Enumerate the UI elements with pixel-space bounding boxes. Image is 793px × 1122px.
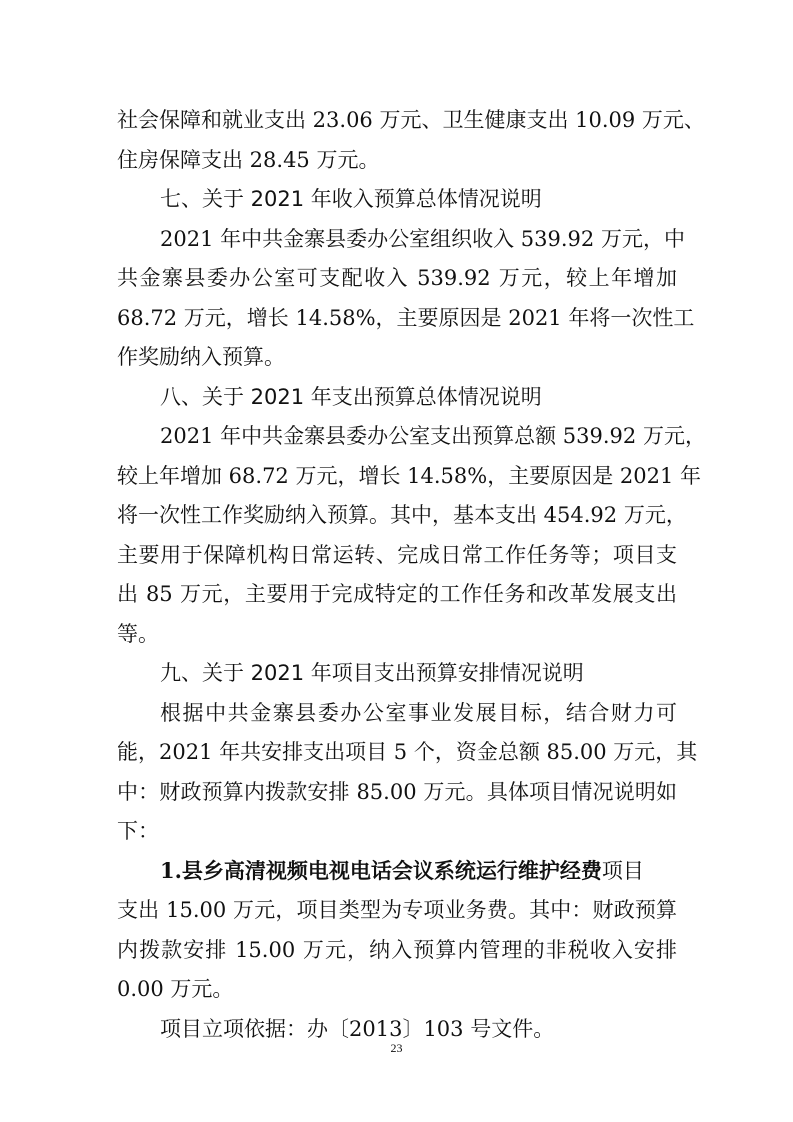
- paragraph-line: 能，2021 年共安排支出项目 5 个，资金总额 85.00 万元，其: [117, 740, 698, 764]
- paragraph-line: 68.72 万元，增长 14.58%，主要原因是 2021 年将一次性工: [117, 306, 695, 330]
- project-title-suffix: 项目: [601, 859, 644, 883]
- paragraph-line: 共金寨县委办公室可支配收入 539.92 万元，较上年增加: [117, 266, 678, 290]
- paragraph-line: 2021 年中共金寨县委办公室支出预算总额 539.92 万元，: [160, 424, 706, 448]
- paragraph-line: 主要用于保障机构日常运转、完成日常工作任务等；项目支: [117, 543, 677, 567]
- paragraph-line: 中：财政预算内拨款安排 85.00 万元。具体项目情况说明如: [117, 780, 677, 804]
- paragraph-line: 等。: [117, 622, 159, 646]
- paragraph-line: 将一次性工作奖励纳入预算。其中，基本支出 454.92 万元，: [117, 503, 687, 527]
- project-line: [160, 856, 677, 888]
- paragraph-line: 住房保障支出 28.45 万元。: [117, 148, 380, 172]
- paragraph-line: 作奖励纳入预算。: [117, 345, 285, 369]
- section-heading-9: 九、关于 2021 年项目支出预算安排情况说明: [160, 661, 584, 685]
- paragraph-line: 较上年增加 68.72 万元，增长 14.58%，主要原因是 2021 年: [117, 464, 702, 488]
- paragraph-line: 下：: [117, 819, 159, 843]
- paragraph-line: 2021 年中共金寨县委办公室组织收入 539.92 万元，中: [160, 227, 685, 251]
- paragraph-line: 项目立项依据：办〔2013〕103 号文件。: [160, 1017, 555, 1041]
- paragraph-line: 内拨款安排 15.00 万元，纳入预算内管理的非税收入安排: [117, 938, 677, 962]
- paragraph-line: 0.00 万元。: [117, 977, 234, 1001]
- paragraph-line: 出 85 万元，主要用于完成特定的工作任务和改革发展支出: [117, 582, 677, 606]
- paragraph-line: 根据中共金寨县委办公室事业发展目标，结合财力可: [160, 701, 677, 725]
- page-number: 23: [390, 1041, 403, 1055]
- paragraph-line: 支出 15.00 万元，项目类型为专项业务费。其中：财政预算: [117, 898, 677, 922]
- paragraph-line: 社会保障和就业支出 23.06 万元、卫生健康支出 10.09 万元、: [117, 108, 705, 132]
- section-heading-7: 七、关于 2021 年收入预算总体情况说明: [160, 187, 542, 211]
- project-title: 1.县乡高清视频电视电话会议系统运行维护经费: [160, 858, 602, 883]
- section-heading-8: 八、关于 2021 年支出预算总体情况说明: [160, 385, 542, 409]
